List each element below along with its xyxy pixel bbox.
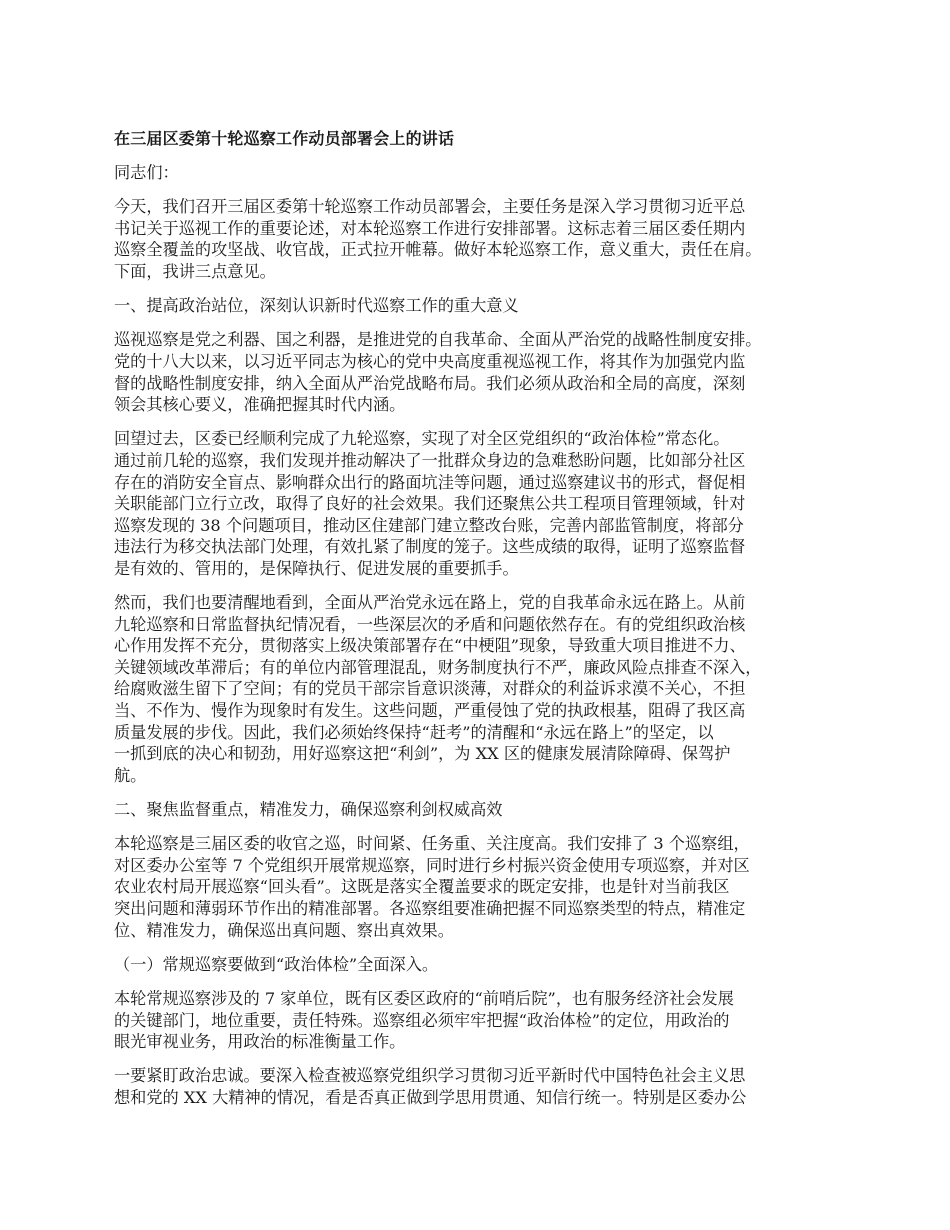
text-line: 位、精准发力，确保巡出真问题、察出真效果。 (114, 920, 454, 940)
text-line: 本轮常规巡察涉及的 7 家单位，既有区委区政府的“前哨后院”，也有服务经济社会发展 (114, 988, 734, 1008)
text-line: 关职能部门立行立改，取得了良好的社会效果。我们还聚焦公共工程项目管理领域，针对 (114, 494, 746, 514)
text-line: 眼光审视业务，用政治的标准衡量工作。 (114, 1032, 406, 1052)
text-line: 通过前几轮的巡察，我们发现并推动解决了一批群众身边的急难愁盼问题，比如部分社区 (114, 450, 746, 470)
text-line: （一）常规巡察要做到“政治体检”全面深入。 (114, 954, 439, 974)
text-line: 巡视巡察是党之利器、国之利器，是推进党的自我革命、全面从严治党的战略性制度安排。 (114, 330, 762, 350)
document-page (114, 128, 854, 1121)
text-line: 然而，我们也要清醒地看到，全面从严治党永远在路上，党的自我革命永远在路上。从前 (114, 593, 746, 613)
text-line: 巡察全覆盖的攻坚战、收官战，正式拉开帷幕。做好本轮巡察工作，意义重大，责任在肩。 (114, 240, 762, 260)
text-line: 二、聚焦监督重点，精准发力，确保巡察利剑权威高效 (114, 800, 503, 819)
text-line: 书记关于巡视工作的重要论述，对本轮巡察工作进行安排部署。这标志着三届区委任期内 (114, 218, 746, 238)
heading-paragraph (114, 295, 854, 317)
body-paragraph (114, 428, 854, 579)
text-line: 突出问题和薄弱环节作出的精准部署。各巡察组要准确把握不同巡察类型的特点，精准定 (114, 898, 746, 918)
text-line: 今天，我们召开三届区委第十轮巡察工作动员部署会，主要任务是深入学习贯彻习近平总 (114, 197, 746, 217)
heading-paragraph (114, 799, 854, 821)
text-line: 九轮巡察和日常监督执纪情况看，一些深层次的矛盾和问题依然存在。有的党组织政治核 (114, 614, 746, 634)
text-line: 回望过去，区委已经顺利完成了九轮巡察，实现了对全区党组织的“政治体检”常态化。 (114, 429, 730, 449)
body-paragraph (114, 833, 854, 941)
text-line: 本轮巡察是三届区委的收官之巡，时间紧、任务重、关注度高。我们安排了 3 个巡察组， (114, 834, 750, 854)
text-line: 关键领域改革滞后；有的单位内部管理混乱，财务制度执行不严，廉政风险点排查不深入， (114, 657, 762, 677)
document-body (114, 162, 854, 1109)
text-line: 质量发展的步伐。因此，我们必须始终保持“赶考”的清醒和“永远在路上”的坚定，以 (114, 722, 714, 742)
text-line: 巡察发现的 38 个问题项目，推动区住建部门建立整改台账，完善内部监管制度，将部分 (114, 515, 744, 535)
text-line: 同志们： (114, 163, 179, 182)
text-line: 一、提高政治站位，深刻认识新时代巡察工作的重大意义 (114, 296, 519, 316)
text-line: 存在的消防安全盲点、影响群众出行的路面坑洼等问题，通过巡察建议书的形式，督促相 (114, 472, 746, 492)
text-line: 一抓到底的决心和韧劲，用好巡察这把“利剑”，为 XX 区的健康发展清除障碍、保驾护 (114, 744, 731, 764)
body-paragraph (114, 196, 854, 282)
text-line: 农业农村局开展巡察“回头看”。这既是落实全覆盖要求的既定安排，也是针对当前我区 (114, 877, 730, 897)
body-paragraph (114, 1065, 854, 1108)
text-line: 的关键部门，地位重要，责任特殊。巡察组必须牢牢把握“政治体检”的定位，用政治的 (114, 1010, 730, 1030)
subheading-paragraph (114, 954, 854, 976)
text-line: 想和党的 XX 大精神的情况，看是否真正做到学思用贯通、知信行统一。特别是区委办公 (114, 1087, 747, 1107)
text-line: 航。 (114, 765, 147, 785)
text-line: 党的十八大以来，以习近平同志为核心的党中央高度重视巡视工作，将其作为加强党内监 (114, 351, 746, 371)
text-line: 是有效的、管用的，是保障执行、促进发展的重要抓手。 (114, 558, 519, 578)
text-line: 督的战略性制度安排，纳入全面从严治党战略布局。我们必须从政治和全局的高度，深刻 (114, 373, 746, 393)
text-line: 当、不作为、慢作为现象时有发生。这些问题，严重侵蚀了党的执政根基，阻碍了我区高 (114, 701, 746, 721)
text-line: 下面，我讲三点意见。 (114, 261, 276, 281)
text-line: 违法行为移交执法部门处理，有效扎紧了制度的笼子。这些成绩的取得，证明了巡察监督 (114, 537, 746, 557)
text-line: 对区委办公室等 7 个党组织开展常规巡察，同时进行乡村振兴资金使用专项巡察，并对区 (114, 855, 750, 875)
body-paragraph (114, 592, 854, 786)
document-title: 在三届区委第十轮巡察工作动员部署会上的讲话 (114, 129, 455, 148)
salutation-paragraph (114, 162, 854, 184)
text-line: 领会其核心要义，准确把握其时代内涵。 (114, 395, 406, 415)
body-paragraph (114, 329, 854, 415)
body-paragraph (114, 988, 854, 1053)
text-line: 给腐败滋生留下了空间；有的党员干部宗旨意识淡薄，对群众的利益诉求漠不关心，不担 (114, 679, 746, 699)
text-line: 心作用发挥不充分，贯彻落实上级决策部署存在“中梗阻”现象，导致重大项目推进不力、 (114, 636, 746, 656)
text-line: 一要紧盯政治忠诚。要深入检查被巡察党组织学习贯彻习近平新时代中国特色社会主义思 (114, 1066, 746, 1086)
